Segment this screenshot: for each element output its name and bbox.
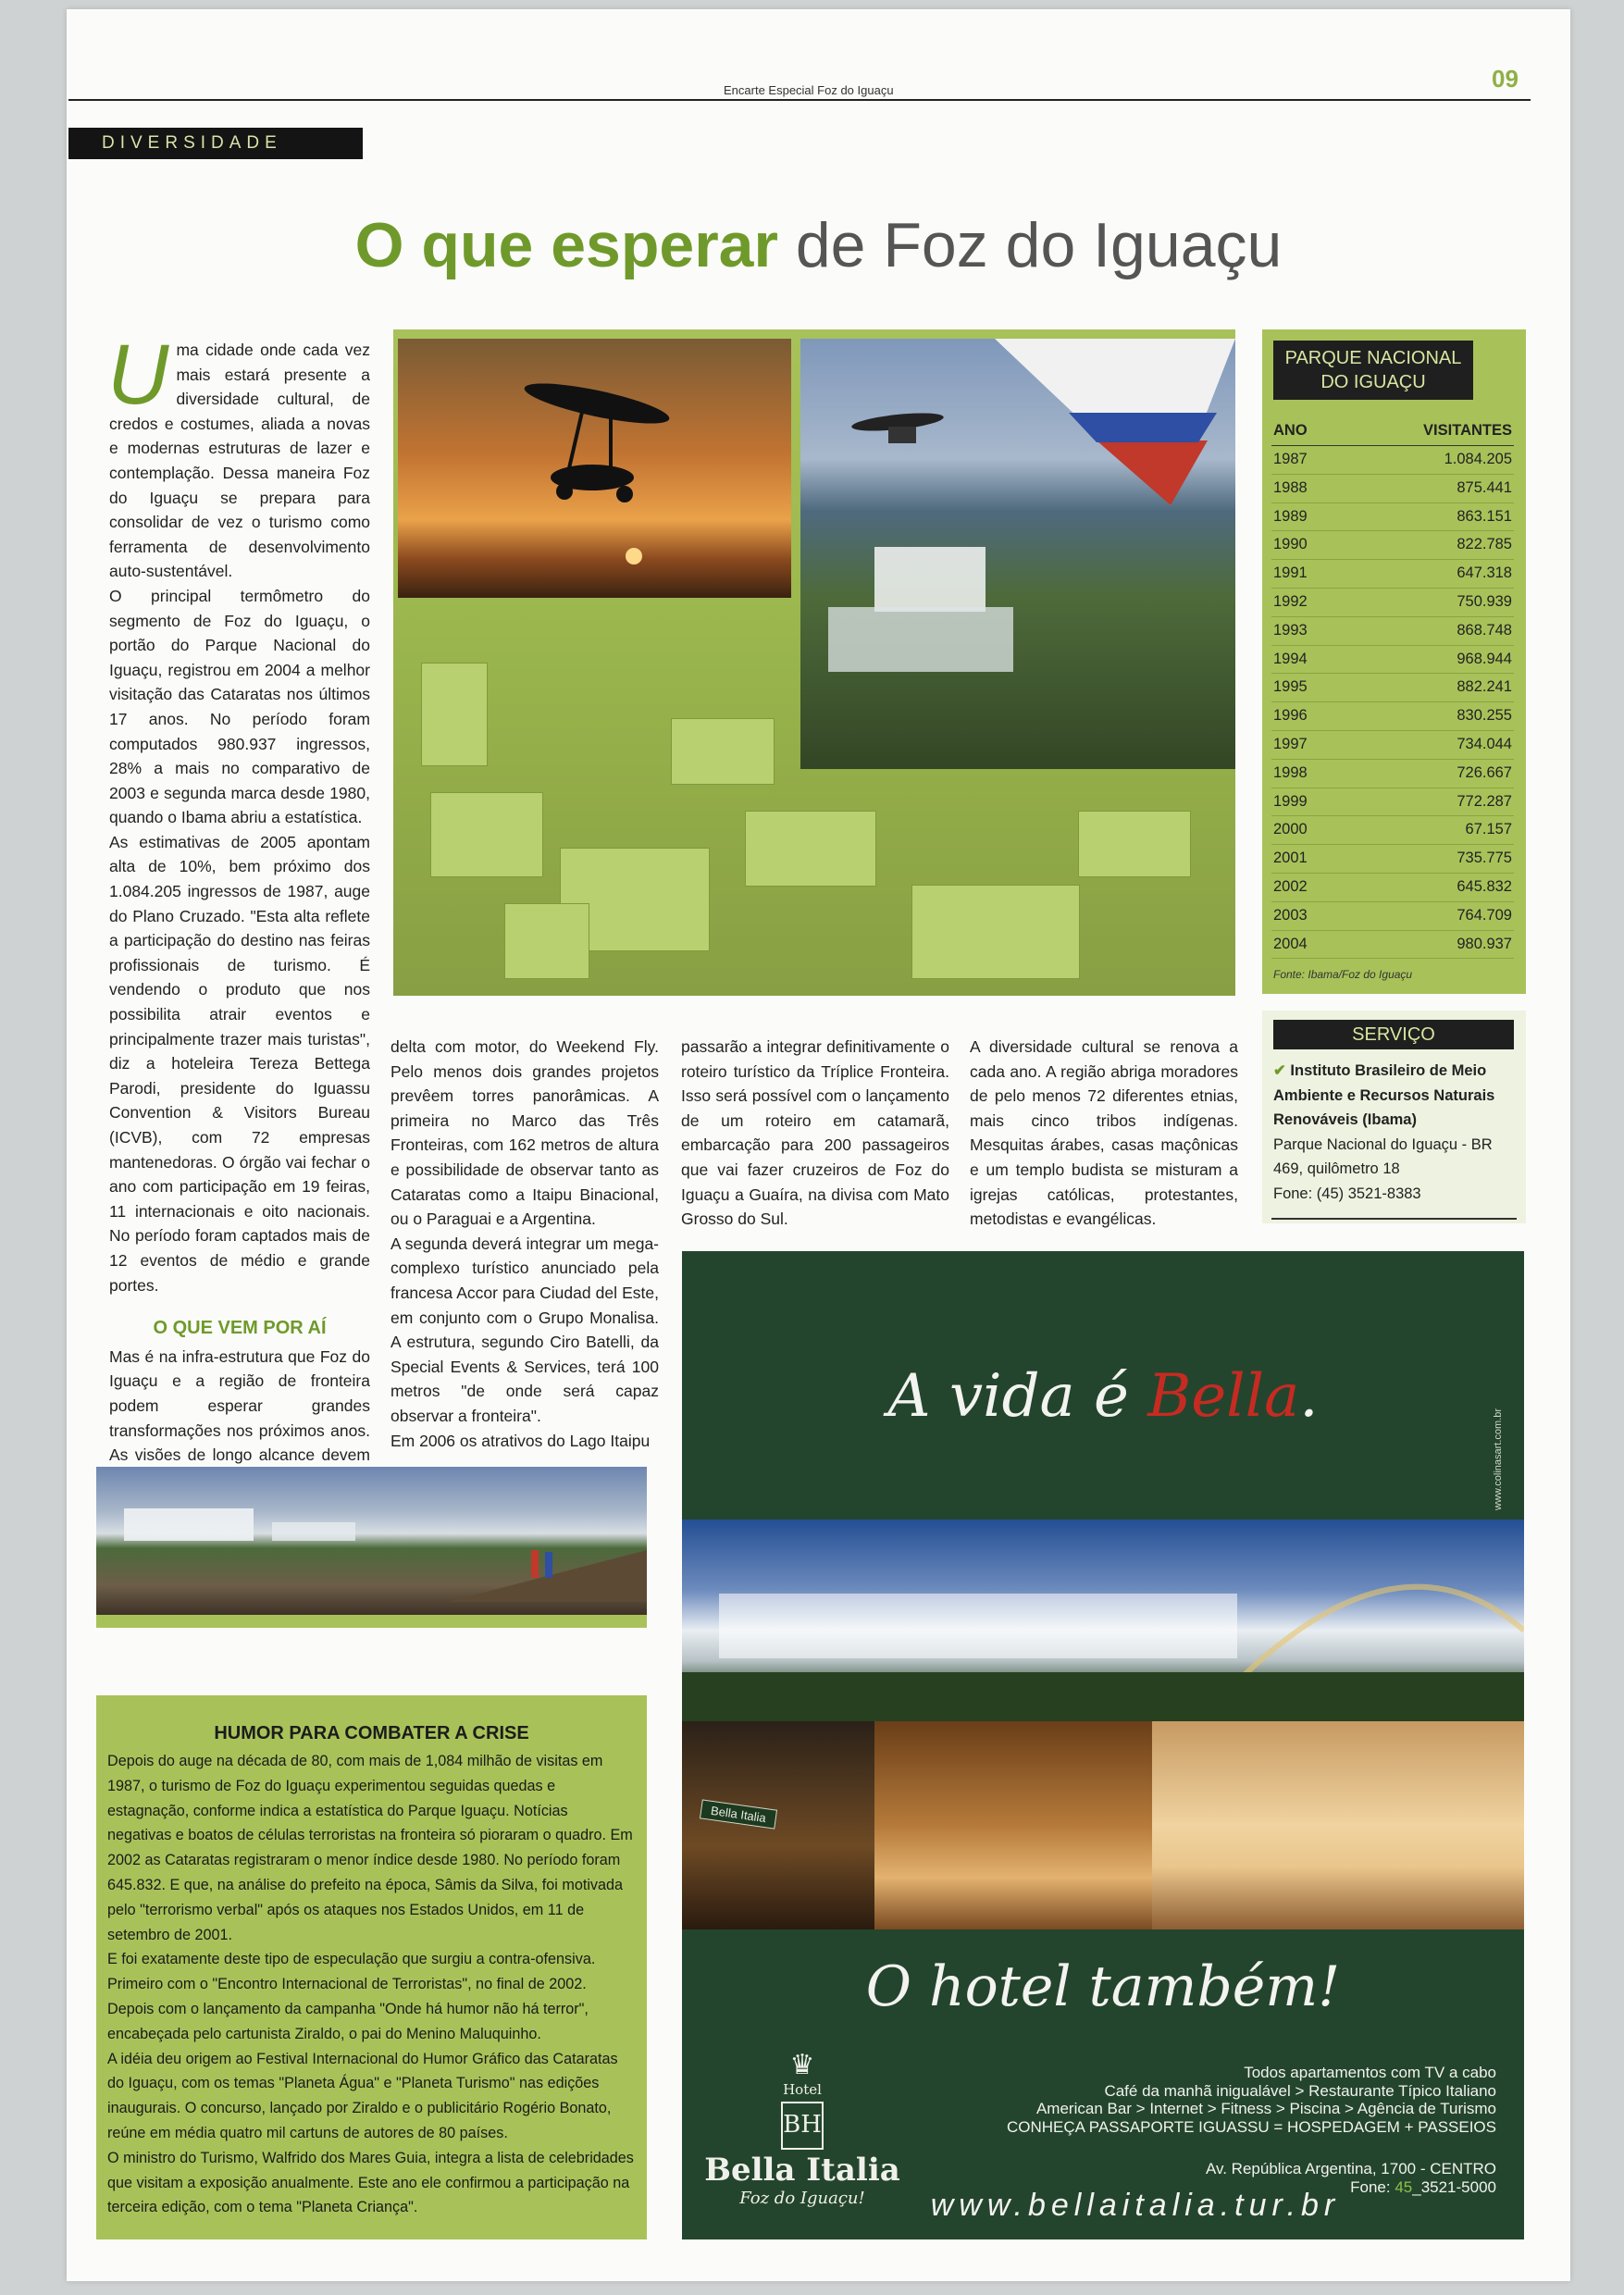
hotel-logo — [700, 2049, 904, 2225]
visitors-cell: 726.667 — [1457, 763, 1512, 781]
visitors-cell: 67.157 — [1465, 821, 1512, 838]
photo-collage — [393, 329, 1235, 996]
rainbow-icon — [682, 1520, 1524, 1721]
sidebar-title: PARQUE NACIONAL DO IGUAÇU — [1273, 341, 1473, 400]
paragraph: Em 2006 os atrativos do Lago Itaipu — [391, 1431, 651, 1450]
paragraph: ma cidade onde cada vez mais estará presente a diversidade cultural, de credos e costumes, aliada a novas e modernas estruturas de lazer e contemplação. Dessa maneira Foz do Iguaçu se prepara para consolidar de vez o turismo como ferramenta de desenvolvimento auto-sustentável. — [109, 341, 370, 581]
dropcap: U — [107, 328, 169, 422]
falls-panorama-icon — [96, 1467, 647, 1602]
newspaper-page — [67, 9, 1570, 2281]
paragraph: Mas é na infra-estrutura que Foz do Iguaçu e a região de fronteira podem esperar grandes transformações nos próximos anos. As visões de longo alcance devem — [109, 1346, 370, 1465]
page-number: 09 — [1492, 65, 1519, 93]
ad-slogan — [682, 1362, 1524, 1431]
service-body — [1273, 1059, 1519, 1206]
visitors-cell: 647.318 — [1457, 564, 1512, 582]
visitors-cell: 868.748 — [1457, 621, 1512, 639]
logo-monogram: BH — [781, 2102, 824, 2150]
headline-emphasis: O que esperar — [354, 210, 778, 280]
article-column-3 — [681, 1035, 949, 1232]
paragraph: O principal termômetro do segmento de Foz do Iguaçu, o portão do Parque Nacional do Iguaçu, registrou em 2004 a melhor visitação das Cataratas nos últimos 17 anos. No período foram computados 980.937 ingressos, 28% a mais no comparativo de 2003 e segunda marca desde 1980, quando o Ibama abriu a estatística. — [109, 586, 370, 827]
paragraph: A segunda deverá integrar um mega-complexo turístico anunciado pela francesa Accor para Ciudad del Este, em conjunto com o Grupo Monalisa. A estrutura, segundo Ciro Batelli, da Special Events & Services, terá 100 metros "de onde será capaz observar a fronteira". — [391, 1234, 659, 1425]
table-row — [1271, 617, 1514, 646]
year-cell: 1995 — [1273, 678, 1308, 696]
hotel-advertisement — [682, 1251, 1524, 2239]
paragraph: A diversidade cultural se renova a cada ano. A região abriga moradores de pelo menos 72 diferentes etnias, mais cinco tribos indígenas. Mesquitas árabes, casas maçônicas e um templo budista se misturam a igrejas católicas, protestantes, metodistas e evangélicas. — [970, 1037, 1238, 1229]
table-row — [1271, 674, 1514, 702]
falls-aerial-photo — [800, 339, 1235, 769]
wing-and-falls-icon — [800, 339, 1235, 769]
visitors-cell: 645.832 — [1457, 877, 1512, 895]
year-cell: 1989 — [1273, 507, 1308, 525]
table-row — [1271, 902, 1514, 931]
humor-title: HUMOR PARA COMBATER A CRISE — [214, 1723, 529, 1743]
table-row — [1271, 503, 1514, 532]
logo-hotel-word: Hotel — [783, 2081, 822, 2098]
feature-line: American Bar > Internet > Fitness > Piscina > Agência de Turismo — [1035, 2100, 1496, 2117]
table-row — [1271, 874, 1514, 902]
visitors-sidebar — [1262, 329, 1526, 994]
article-column-1 — [107, 328, 370, 1542]
paragraph: passarão a integrar definitivamente o roteiro turístico da Tríplice Fronteira. Isso será possível com o lançamento de um roteiro em catamarã, embarcação para 200 passageiros que vai fazer cruzeiros de Foz do Iguaçu a Guaíra, na divisa com Mato Grosso do Sul. — [681, 1037, 949, 1229]
paragraph: delta com motor, do Weekend Fly. Pelo menos dois grandes projetos prevêem torres panorâmicas. A primeira no Marco das Três Fronteiras, com 162 metros de altura e possibilidade de observar tanto as Cataratas como a Itaipu Binacional, ou o Paraguai e a Argentina. — [391, 1037, 659, 1229]
table-row — [1271, 560, 1514, 589]
headline-rest: de Foz do Iguaçu — [795, 210, 1283, 280]
feature-line: Café da manhã inigualável > Restaurante Típico Italiano — [1104, 2081, 1496, 2100]
visitors-cell: 882.241 — [1457, 678, 1512, 696]
ad-features — [923, 2064, 1496, 2136]
year-cell: 1987 — [1273, 451, 1308, 467]
table-header — [1271, 422, 1514, 446]
crown-icon: ♛ — [789, 2050, 815, 2080]
visitors-cell: 822.785 — [1457, 536, 1512, 553]
subheading: O QUE VEM POR AÍ — [153, 1318, 327, 1339]
year-cell: 2004 — [1273, 935, 1308, 952]
section-tag: DIVERSIDADE — [68, 128, 363, 159]
header-rule — [68, 99, 1531, 101]
visitors-cell: 863.151 — [1457, 507, 1512, 525]
ad-reception-photo — [874, 1721, 1152, 1929]
column-header-visitors: VISITANTES — [1423, 422, 1512, 439]
table-row — [1271, 475, 1514, 503]
visitors-cell: 875.441 — [1457, 478, 1512, 496]
visitors-cell: 980.937 — [1457, 935, 1512, 952]
table-row — [1271, 788, 1514, 817]
paragraph: E foi exatamente deste tipo de especulação que surgiu a contra-ofensiva. Primeiro com o "Encontro Internacional de Terroristas", no final de 2002. Depois com o lançamento da campanha "Onde há humor não há terror", encabeçada pelo cartunista Ziraldo, o pai do Menino Maluquinho. — [107, 1951, 596, 2042]
ad-bedroom-photo — [1152, 1721, 1524, 1929]
year-cell: 1992 — [1273, 592, 1308, 610]
ad-credit: www.colinasart.com.br — [1493, 1408, 1504, 1510]
visitors-cell: 735.775 — [1457, 850, 1512, 867]
humor-body — [107, 1749, 636, 2220]
table-row — [1271, 845, 1514, 874]
service-address: Parque Nacional do Iguaçu - BR 469, quilômetro 18 — [1273, 1135, 1493, 1177]
paragraph: A idéia deu origem ao Festival Internacional do Humor Gráfico das Cataratas do Iguaçu, com os temas "Planeta Água" e "Planeta Turismo" nas edições inaugurais. O concurso, lançado por Ziraldo e o publicitário Rogério Bonato, reúne em média quatro mil cartuns de autores de 80 países. — [107, 2050, 618, 2141]
service-rule — [1271, 1218, 1517, 1220]
table-row — [1271, 760, 1514, 788]
ad-address-line: Av. República Argentina, 1700 - CENTRO — [1205, 2160, 1496, 2177]
visitors-cell: 1.084.205 — [1444, 451, 1512, 467]
feature-line: Todos apartamentos com TV a cabo — [1244, 2064, 1496, 2081]
year-cell: 1988 — [1273, 478, 1308, 496]
visitors-table — [1271, 422, 1514, 959]
table-row — [1271, 646, 1514, 675]
column-header-year: ANO — [1273, 422, 1308, 439]
service-phone: Fone: (45) 3521-8383 — [1273, 1185, 1421, 1202]
year-cell: 1996 — [1273, 707, 1308, 725]
ad-tagline: O hotel também! — [865, 1954, 1341, 2019]
table-row — [1271, 446, 1514, 475]
service-box — [1262, 1011, 1526, 1223]
logo-name: Bella Italia — [704, 2152, 900, 2189]
falls-walkway-photo — [96, 1467, 647, 1628]
table-row — [1271, 702, 1514, 731]
logo-location: Foz do Iguaçu! — [739, 2189, 865, 2208]
year-cell: 2002 — [1273, 877, 1308, 895]
headline — [67, 209, 1570, 281]
trike-sunset-photo — [398, 339, 791, 598]
visitors-cell: 830.255 — [1457, 707, 1512, 725]
year-cell: 1991 — [1273, 564, 1308, 582]
humor-box — [96, 1695, 647, 2239]
article-column-4 — [970, 1035, 1238, 1232]
visitors-cell: 734.044 — [1457, 735, 1512, 752]
year-cell: 1999 — [1273, 792, 1308, 810]
table-row — [1271, 931, 1514, 960]
service-title: SERVIÇO — [1273, 1020, 1514, 1049]
feature-line: CONHEÇA PASSAPORTE IGUASSU = HOSPEDAGEM + PASSEIOS — [1006, 2117, 1496, 2136]
table-source: Fonte: Ibama/Foz do Iguaçu — [1273, 968, 1413, 981]
hotel-sign: Bella Italia — [700, 1799, 777, 1829]
checkmark-icon: ✔ — [1273, 1062, 1286, 1079]
table-row — [1271, 816, 1514, 845]
year-cell: 2000 — [1273, 821, 1308, 838]
table-row — [1271, 531, 1514, 560]
slogan-highlight: Bella — [1147, 1362, 1300, 1431]
year-cell: 1998 — [1273, 763, 1308, 781]
visitors-cell: 764.709 — [1457, 906, 1512, 924]
paragraph: Depois do auge na década de 80, com mais de 1,084 milhão de visitas em 1987, o turismo de Foz do Iguaçu experimentou seguidas quedas e estagnação, conforme indica a estatística do Parque Iguaçu. Notícias negativas e boatos de células terroristas na fronteira só pioraram o quadro. Em 2002 as Cataratas registraram o menor índice desde 1980. No período foram 645.832. E que, na análise do prefeito na época, Sâmis da Silva, foi motivada pelo "terrorismo verbal" após os ataques nos Estados Unidos, em 11 de setembro de 2001. — [107, 1753, 633, 1943]
year-cell: 1993 — [1273, 621, 1308, 639]
year-cell: 2003 — [1273, 906, 1308, 924]
ad-falls-photo — [682, 1520, 1524, 1721]
service-org: Instituto Brasileiro de Meio Ambiente e Recursos Naturais Renováveis (Ibama) — [1273, 1062, 1495, 1128]
visitors-cell: 750.939 — [1457, 592, 1512, 610]
year-cell: 1990 — [1273, 536, 1308, 553]
trike-silhouette-icon — [398, 339, 791, 598]
paragraph: As estimativas de 2005 apontam alta de 10%, bem próximo dos 1.084.205 ingressos de 1987, auge do Plano Cruzado. "Esta alta reflete a participação do destino nas feiras profissionais de turismo. É vendendo o produto que nos possibilita atrair eventos e principalmente trazer mais turistas", diz a hoteleira Tereza Bettega Parodi, presidente do Iguassu Convention & Visitors Bureau (ICVB), com 72 empresas mantenedoras. O órgão vai fechar o ano com participação em 19 feiras, 11 internacionais e oito nacionais. No período foram captados mais de 12 eventos de médio e grande portes. — [109, 832, 370, 1295]
year-cell: 1994 — [1273, 650, 1308, 667]
phone-label: Fone: — [1350, 2178, 1395, 2196]
phone-area-code: 45 — [1395, 2178, 1413, 2196]
ad-facade-photo — [682, 1721, 874, 1929]
phone-number: _3521-5000 — [1412, 2178, 1496, 2196]
visitors-cell: 968.944 — [1457, 650, 1512, 667]
slogan-text: A vida é — [887, 1362, 1148, 1431]
running-title: Encarte Especial Foz do Iguaçu — [724, 83, 894, 97]
article-column-2 — [391, 1035, 659, 1453]
table-row — [1271, 731, 1514, 760]
year-cell: 1997 — [1273, 735, 1308, 752]
visitors-cell: 772.287 — [1457, 792, 1512, 810]
year-cell: 2001 — [1273, 850, 1308, 867]
paragraph: O ministro do Turismo, Walfrido dos Mares Guia, integra a lista de celebridades que visitam a exposição anualmente. Este ano ele confirmou a participação na terceira edição, com o tema "Planeta Criança". — [107, 2149, 634, 2216]
ad-website: www.bellaitalia.tur.br — [930, 2188, 1341, 2223]
slogan-period: . — [1299, 1362, 1319, 1431]
table-row — [1271, 589, 1514, 617]
